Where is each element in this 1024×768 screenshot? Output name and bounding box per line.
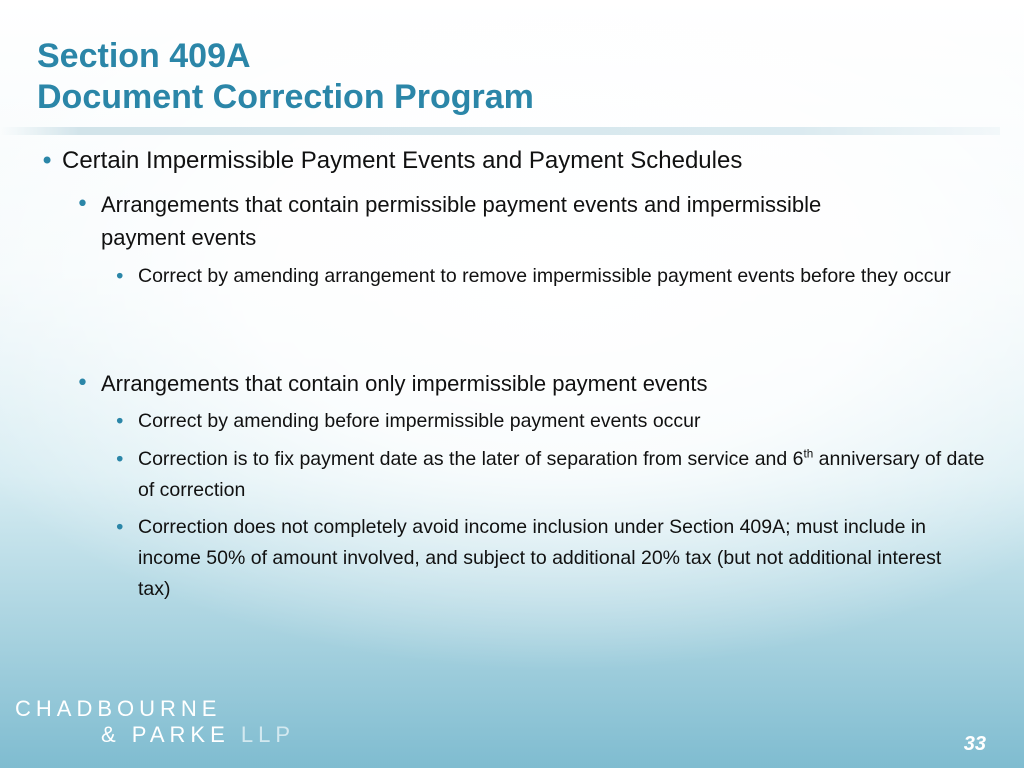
slide-title — [37, 36, 534, 118]
logo-line-2-suffix: LLP — [240, 722, 296, 747]
title-divider — [0, 127, 1000, 135]
logo-line-2-main: & PARKE — [101, 722, 230, 747]
title-line-2: Document Correction Program — [37, 78, 534, 116]
bullet-icon: • — [76, 371, 89, 396]
bullet-icon: • — [114, 410, 126, 433]
logo-line-1: CHADBOURNE — [15, 696, 222, 721]
list-item-level-2: Arrangements that contain only impermissible payment events — [101, 371, 708, 396]
list-item-level-3: Correct by amending before impermissible payment events occur — [138, 410, 701, 432]
bullet-icon: • — [114, 265, 126, 288]
bullet-icon: • — [114, 448, 126, 471]
bullet-icon: • — [114, 516, 126, 539]
page-number: 33 — [963, 733, 986, 755]
list-item-level-1: Certain Impermissible Payment Events and Payment Schedules — [62, 147, 743, 174]
logo-line-2 — [101, 722, 295, 748]
list-item-level-2: Arrangements that contain permissible payment events and impermissible payment events — [101, 192, 822, 250]
list-item-text: anniversary of date of correction — [138, 448, 985, 501]
list-item-level-3: Correction does not completely avoid income inclusion under Section 409A; must include in income 50% of amount involved, and subject to additional 20% tax (but not additional interest tax) — [138, 516, 942, 600]
list-item-text: Correction is to fix payment date as the later of separation from service and 6 — [138, 448, 804, 470]
bullet-icon: • — [40, 147, 55, 175]
bullet-icon: • — [76, 192, 89, 217]
list-item-level-3: Correct by amending arrangement to remove impermissible payment events before they occur — [138, 265, 951, 287]
title-line-1: Section 409A — [37, 37, 251, 75]
ordinal-superscript: th — [803, 447, 814, 461]
list-item-level-3 — [138, 444, 1003, 506]
